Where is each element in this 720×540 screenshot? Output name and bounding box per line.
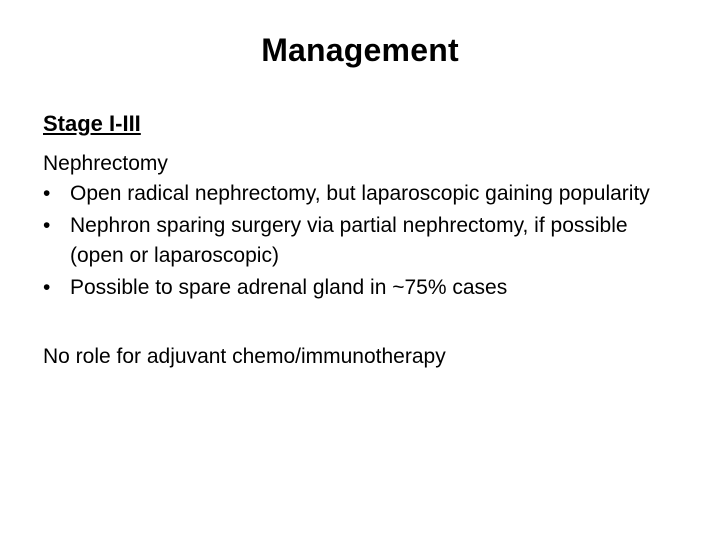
- closing-line: No role for adjuvant chemo/immunotherapy: [43, 345, 446, 368]
- bullet-icon: •: [43, 276, 51, 299]
- stage-subheading: Stage I-III: [43, 111, 141, 136]
- slide-content: [43, 108, 683, 372]
- bullet-icon: •: [43, 182, 51, 205]
- bullet-text: Open radical nephrectomy, but laparoscopic gaining popularity: [70, 182, 650, 205]
- bullet-text: Nephron sparing surgery via partial nephrectomy, if possible (open or laparoscopic): [70, 214, 628, 267]
- bullet-icon: •: [43, 214, 51, 237]
- list-item: [43, 179, 683, 209]
- slide-title: Management: [261, 32, 459, 68]
- bullet-text: Possible to spare adrenal gland in ~75% cases: [70, 276, 508, 299]
- section-title: Nephrectomy: [43, 152, 168, 175]
- list-item: [43, 211, 683, 271]
- bullet-list: [43, 179, 683, 303]
- list-item: [43, 273, 683, 303]
